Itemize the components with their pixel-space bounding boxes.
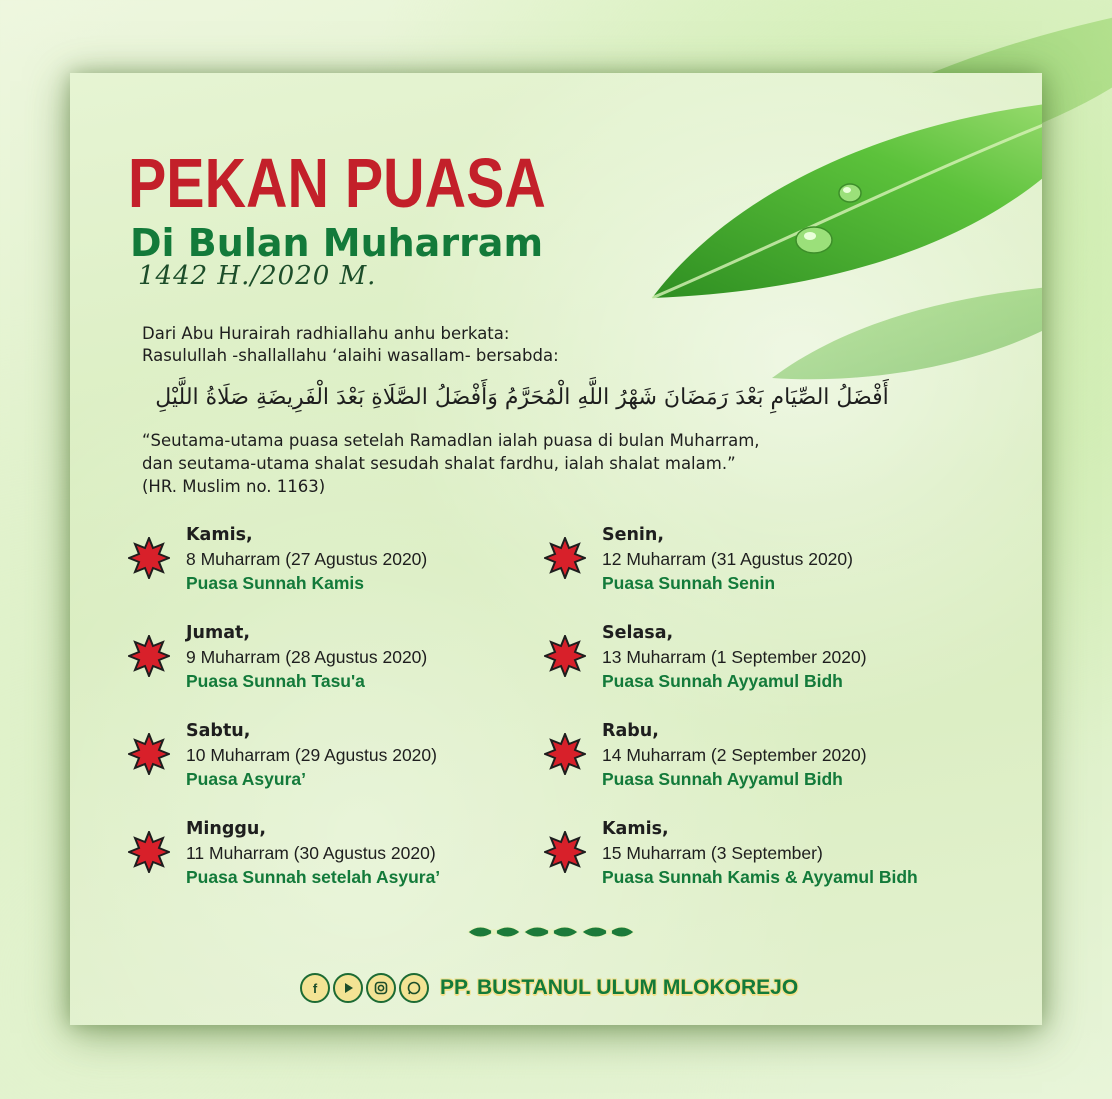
- schedule-fast-type: Puasa Sunnah Ayyamul Bidh: [602, 671, 843, 691]
- schedule-item: [544, 623, 964, 703]
- schedule-item: [128, 721, 548, 801]
- schedule-day: Kamis,: [602, 819, 669, 839]
- translation-line: dan seutama-utama shalat sesudah shalat fardhu, ialah shalat malam.”: [142, 454, 736, 473]
- star-bullet-icon: [128, 831, 170, 873]
- youtube-icon[interactable]: [333, 973, 363, 1003]
- schedule-date: 15 Muharram (3 September): [602, 843, 823, 863]
- schedule-date: 10 Muharram (29 Agustus 2020): [186, 745, 437, 765]
- star-bullet-icon: [544, 831, 586, 873]
- fasting-schedule: [128, 525, 1008, 905]
- schedule-day: Selasa,: [602, 623, 674, 643]
- poster-card: [70, 73, 1042, 1025]
- schedule-fast-type: Puasa Sunnah Kamis: [186, 573, 364, 593]
- schedule-item: [128, 525, 548, 605]
- schedule-fast-type: Puasa Sunnah Senin: [602, 573, 776, 593]
- hadith-intro: [142, 323, 559, 367]
- schedule-item: [544, 525, 964, 605]
- hadith-translation: [142, 429, 760, 498]
- hadith-intro-line: Rasulullah -shallallahu ‘alaihi wasallam- bersabda:: [142, 346, 559, 365]
- star-bullet-icon: [544, 733, 586, 775]
- schedule-fast-type: Puasa Sunnah Kamis & Ayyamul Bidh: [602, 867, 918, 887]
- schedule-date: 11 Muharram (30 Agustus 2020): [186, 843, 436, 863]
- schedule-fast-type: Puasa Sunnah Tasu'a: [186, 671, 365, 691]
- hadith-arabic-text: أَفْضَلُ الصِّيَامِ بَعْدَ رَمَضَانَ شَهْرُ اللَّهِ الْمُحَرَّمُ وَأَفْضَلُ الصَّلَاةِ بَعْدَ الْفَرِيضَةِ صَلَاةُ اللَّيْلِ: [155, 385, 889, 410]
- star-bullet-icon: [128, 733, 170, 775]
- page-title: PEKAN PUASA: [128, 144, 546, 222]
- instagram-icon[interactable]: [366, 973, 396, 1003]
- organization-name: PP. BUSTANUL ULUM MLOKOREJO: [440, 976, 799, 999]
- schedule-date: 13 Muharram (1 September 2020): [602, 647, 867, 667]
- hadith-source: (HR. Muslim no. 1163): [142, 477, 326, 496]
- schedule-date: 9 Muharram (28 Agustus 2020): [186, 647, 428, 667]
- footer: [300, 971, 798, 1005]
- year-label: 1442 H./2020 M.: [138, 261, 377, 291]
- translation-line: “Seutama-utama puasa setelah Ramadlan ialah puasa di bulan Muharram,: [142, 431, 760, 450]
- schedule-item: [544, 721, 964, 801]
- decorative-ornament: [466, 921, 636, 943]
- schedule-day: Rabu,: [602, 721, 659, 741]
- schedule-day: Senin,: [602, 525, 665, 545]
- schedule-day: Minggu,: [186, 819, 267, 839]
- schedule-day: Jumat,: [186, 623, 251, 643]
- star-bullet-icon: [544, 537, 586, 579]
- schedule-day: Sabtu,: [186, 721, 251, 741]
- schedule-fast-type: Puasa Sunnah setelah Asyura’: [186, 867, 441, 887]
- schedule-date: 8 Muharram (27 Agustus 2020): [186, 549, 428, 569]
- schedule-fast-type: Puasa Asyura’: [186, 769, 306, 789]
- schedule-item: [128, 819, 548, 899]
- star-bullet-icon: [544, 635, 586, 677]
- leaf-illustration: [592, 73, 1042, 388]
- schedule-item: [544, 819, 964, 899]
- schedule-fast-type: Puasa Sunnah Ayyamul Bidh: [602, 769, 843, 789]
- star-bullet-icon: [128, 635, 170, 677]
- facebook-icon[interactable]: f: [300, 973, 330, 1003]
- hadith-intro-line: Dari Abu Hurairah radhiallahu anhu berkata:: [142, 324, 510, 343]
- star-bullet-icon: [128, 537, 170, 579]
- schedule-item: [128, 623, 548, 703]
- schedule-day: Kamis,: [186, 525, 253, 545]
- page-subtitle: Di Bulan Muharram: [130, 221, 544, 265]
- schedule-date: 12 Muharram (31 Agustus 2020): [602, 549, 853, 569]
- whatsapp-icon[interactable]: [399, 973, 429, 1003]
- schedule-date: 14 Muharram (2 September 2020): [602, 745, 867, 765]
